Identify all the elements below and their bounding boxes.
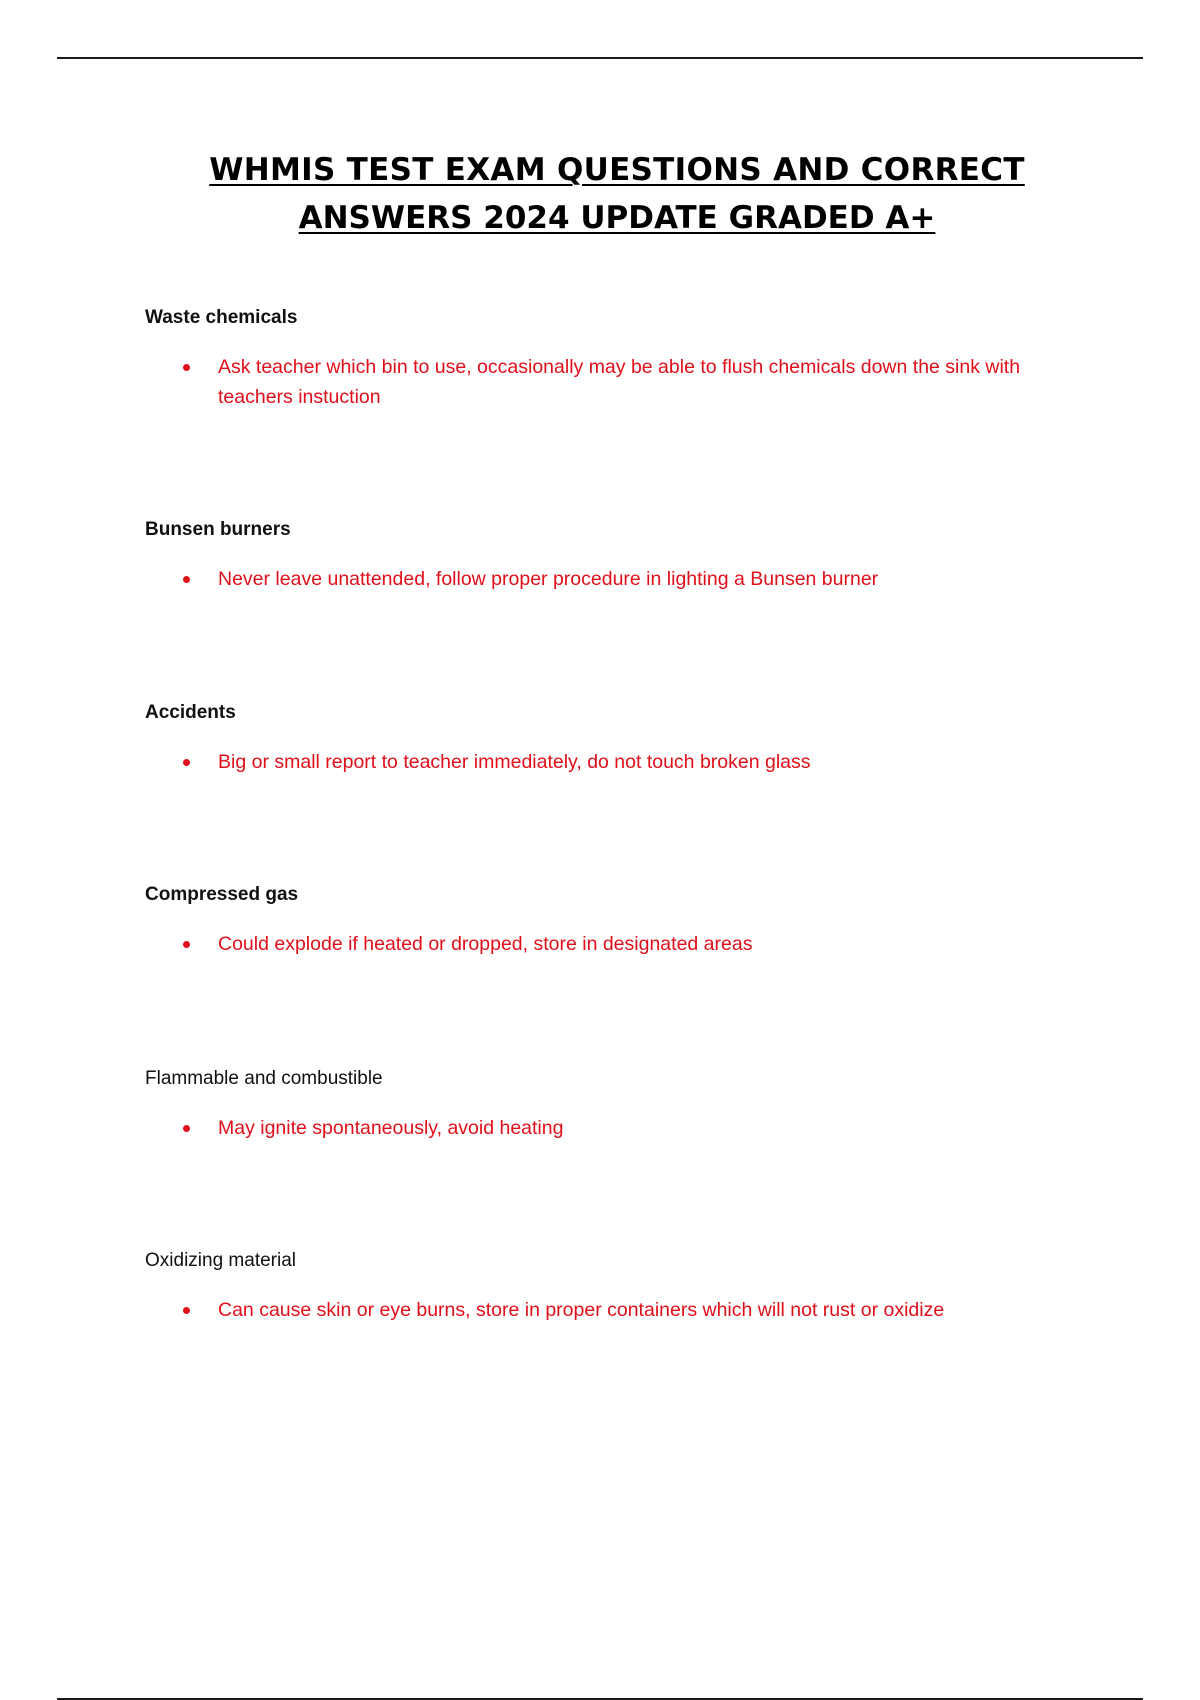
bullet-icon	[183, 1307, 190, 1314]
qa-item-compressed-gas	[145, 883, 1075, 959]
question-heading: Bunsen burners	[145, 519, 291, 540]
answer-text: May ignite spontaneously, avoid heating	[218, 1117, 564, 1139]
answer-text: Never leave unattended, follow proper procedure in lighting a Bunsen burner	[218, 568, 879, 590]
answer-bullet-item	[145, 747, 1075, 777]
answer-text: Ask teacher which bin to use, occasionally may be able to flush chemicals down the sink with teachers instuction	[218, 356, 1021, 408]
answer-bullet-item	[145, 929, 1075, 959]
document-title	[0, 146, 1200, 242]
title-line-1: WHMIS TEST EXAM QUESTIONS AND CORRECT	[209, 152, 1025, 188]
answer-bullet-item	[145, 1295, 1075, 1325]
qa-item-bunsen-burners	[145, 518, 1075, 594]
answer-bullet-item	[145, 564, 1075, 594]
bullet-icon	[183, 759, 190, 766]
question-heading: Oxidizing material	[145, 1250, 296, 1271]
bullet-icon	[183, 576, 190, 583]
question-heading: Waste chemicals	[145, 307, 298, 328]
question-heading: Flammable and combustible	[145, 1068, 383, 1089]
answer-bullet-item	[145, 352, 1075, 412]
answer-text: Could explode if heated or dropped, store in designated areas	[218, 933, 753, 955]
answer-bullet-item	[145, 1113, 1075, 1143]
qa-item-accidents	[145, 701, 1075, 777]
answer-text: Can cause skin or eye burns, store in proper containers which will not rust or oxidize	[218, 1299, 945, 1321]
bullet-icon	[183, 1125, 190, 1132]
top-rule	[57, 57, 1143, 59]
qa-item-oxidizing-material	[145, 1249, 1075, 1325]
bullet-icon	[183, 941, 190, 948]
question-heading: Accidents	[145, 702, 236, 723]
bullet-icon	[183, 364, 190, 371]
question-heading: Compressed gas	[145, 884, 299, 905]
title-line-2: ANSWERS 2024 UPDATE GRADED A+	[298, 200, 936, 236]
qa-item-waste-chemicals	[145, 306, 1075, 412]
answer-text: Big or small report to teacher immediately, do not touch broken glass	[218, 751, 811, 773]
qa-item-flammable-combustible	[145, 1067, 1075, 1143]
